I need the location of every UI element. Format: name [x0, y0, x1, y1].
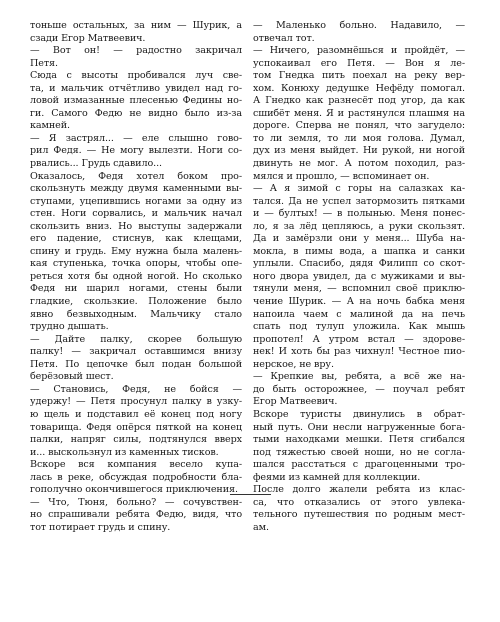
text-line: мялся и прошло, — вспоминает он.: [253, 170, 430, 182]
text-line: шался расстаться с драгоценными тро-: [253, 459, 465, 471]
text-line: Сюда с высоты пробивался луч све-: [30, 70, 242, 82]
text-line: рил Федя. — Не могу вылезти. Ноги со-: [30, 145, 242, 157]
text-line: стен. Ноги сорвались, и мальчик начал: [30, 208, 242, 220]
text-line: Петя. По цепочке был подан большой: [30, 358, 242, 370]
text-line: отвечал тот.: [253, 32, 315, 44]
text-line: тельного путешествия по родным мест-: [253, 509, 465, 521]
text-line: Да и замёрзли они у меня... Шуба на-: [253, 233, 465, 245]
text-line: ло, я за лёд цепляюсь, а руки скользят.: [253, 220, 465, 232]
text-line: рвались... Грудь сдавило...: [30, 158, 162, 170]
text-line: товарища. Федя опёрся пяткой на конец: [30, 421, 242, 433]
text-line: том Гнедка пить поехал на реку вер-: [253, 70, 465, 82]
text-line: — Дайте палку, скорее большую: [30, 333, 242, 345]
text-line: успокаивал его Петя. — Вон я ле-: [253, 57, 465, 69]
text-line: гополучно окончившегося приключения.: [30, 484, 238, 496]
text-line: пропотел! А утром встал — здорове-: [253, 333, 465, 345]
text-line: гладкие, скользкие. Положение было: [30, 296, 242, 308]
text-line: скользнуть между двумя каменными вы-: [30, 183, 242, 195]
text-line: под тяжестью своей ноши, но не согла-: [253, 446, 465, 458]
text-line: тыми находками мешки. Петя сгибался: [253, 434, 465, 446]
text-line: сшибёт меня. Я и растянулся плашмя на: [253, 107, 465, 119]
text-line: Вскоре вся компания весело купа-: [30, 459, 242, 471]
text-line: После долго жалели ребята из клас-: [253, 484, 465, 496]
text-line: — Ничего, разомнёшься и пройдёт, —: [253, 45, 465, 57]
text-line: — Маленько больно. Надавило, —: [253, 20, 465, 31]
text-line: — Становись, Федя, не бойся —: [30, 383, 242, 395]
text-line: кая ступенька, точка опоры, чтобы опе-: [30, 258, 242, 270]
text-line: Вскоре туристы двинулись в обрат-: [253, 408, 465, 420]
text-line: хом. Конюху дедушке Нефёду помогал.: [253, 82, 465, 94]
text-line: ам.: [253, 521, 269, 533]
text-line: ступами, уцепившись ногами за одну из: [30, 195, 242, 207]
text-line: нерское, не вру.: [253, 358, 334, 370]
text-line: — Я застрял... — еле слышно гово-: [30, 132, 242, 144]
text-line: тался. Да не успел затормозить пятками: [253, 195, 465, 207]
text-line: тоньше остальных, за ним — Шурик, а: [30, 20, 242, 31]
text-line: камней.: [30, 120, 70, 132]
text-line: трудно дышать.: [30, 321, 109, 333]
text-line: та, и мальчик отчётливо увидел над го-: [30, 82, 242, 94]
text-line: то ли земля, то ли моя голова. Думал,: [253, 132, 465, 144]
text-line: уплыли. Спасибо, дядя Филипп со скот-: [253, 258, 465, 270]
text-line: ловой измазанные плесенью Федины но-: [30, 95, 242, 107]
text-line: са, что отказались от этого увлека-: [253, 496, 465, 508]
text-line: Федя ни шарил ногами, стены были: [30, 283, 242, 295]
text-line: напоила чаем с малиной да на печь: [253, 308, 465, 320]
text-line: берёзовый шест.: [30, 371, 114, 383]
text-line: палки, напряг силы, подтянулся вверх: [30, 434, 242, 446]
text-line: двинуть не мог. А потом походил, раз-: [253, 158, 465, 170]
text-line: дороге. Сперва не понял, что загудело:: [253, 120, 465, 132]
text-line: реться хотя бы одной ногой. Но сколько: [30, 270, 242, 282]
text-line: удержу! — Петя просунул палку в узку-: [30, 396, 242, 408]
text-line: нек! И хоть бы раз чихнул! Честное пио-: [253, 346, 465, 358]
text-line: его падение, стиснув, как клещами,: [30, 233, 242, 245]
text-line: — Крепкие вы, ребята, а всё же на-: [253, 371, 465, 383]
text-line: ю щель и подставил её конец под ногу: [30, 408, 242, 420]
text-line: — А я зимой с горы на салазках ка-: [253, 183, 465, 195]
text-line: мокла, в пимы вода, а шапка и санки: [253, 245, 465, 257]
text-line: — Вот он! — радостно закричал: [30, 45, 242, 57]
text-line: тот потирает грудь и спину.: [30, 521, 171, 533]
text-line: — Что, Тюня, больно? — сочувствен-: [30, 496, 242, 508]
text-line: ги. Самого Федю не видно было из-за: [30, 107, 242, 119]
text-line: ный путь. Они несли нагруженные бога-: [253, 421, 465, 433]
text-line: явно безвыходным. Мальчику стало: [30, 308, 242, 320]
text-line: палку! — закричал оставшимся внизу: [30, 346, 242, 358]
text-line: А Гнедко как разнесёт под угор, да как: [253, 95, 465, 107]
text-line: скользить вниз. Но выступы задержали: [30, 220, 242, 232]
section-divider: [230, 494, 271, 495]
text-line: феями из камней для коллекции.: [253, 471, 421, 483]
text-line: спину и грудь. Ему нужна была малень-: [30, 245, 242, 257]
text-line: спать под тулуп уложила. Как мышь: [253, 321, 465, 333]
right-text-column: [253, 20, 465, 534]
text-line: лась в реке, обсуждая подробности бла-: [30, 471, 242, 483]
text-line: Егор Матвеевич.: [253, 396, 338, 408]
text-line: ного двора увидел, да с мужиками и вы-: [253, 270, 465, 282]
left-text-column: [30, 20, 242, 534]
text-line: тянули меня, — вспомнил своё приклю-: [253, 283, 465, 295]
text-line: чение Шурик. — А на ночь бабка меня: [253, 296, 465, 308]
text-line: дух из меня выйдет. Ни рукой, ни ногой: [253, 145, 465, 157]
text-line: Петя.: [30, 57, 58, 69]
text-line: но спрашивали ребята Федю, видя, что: [30, 509, 242, 521]
text-line: и... выскользнул из каменных тисков.: [30, 446, 219, 458]
text-line: до быть осторожнее, — поучал ребят: [253, 383, 465, 395]
text-line: сзади Егор Матвеевич.: [30, 32, 146, 44]
text-line: и — бултых! — в полынью. Меня понес-: [253, 208, 465, 220]
text-line: Оказалось, Федя хотел боком про-: [30, 170, 242, 182]
